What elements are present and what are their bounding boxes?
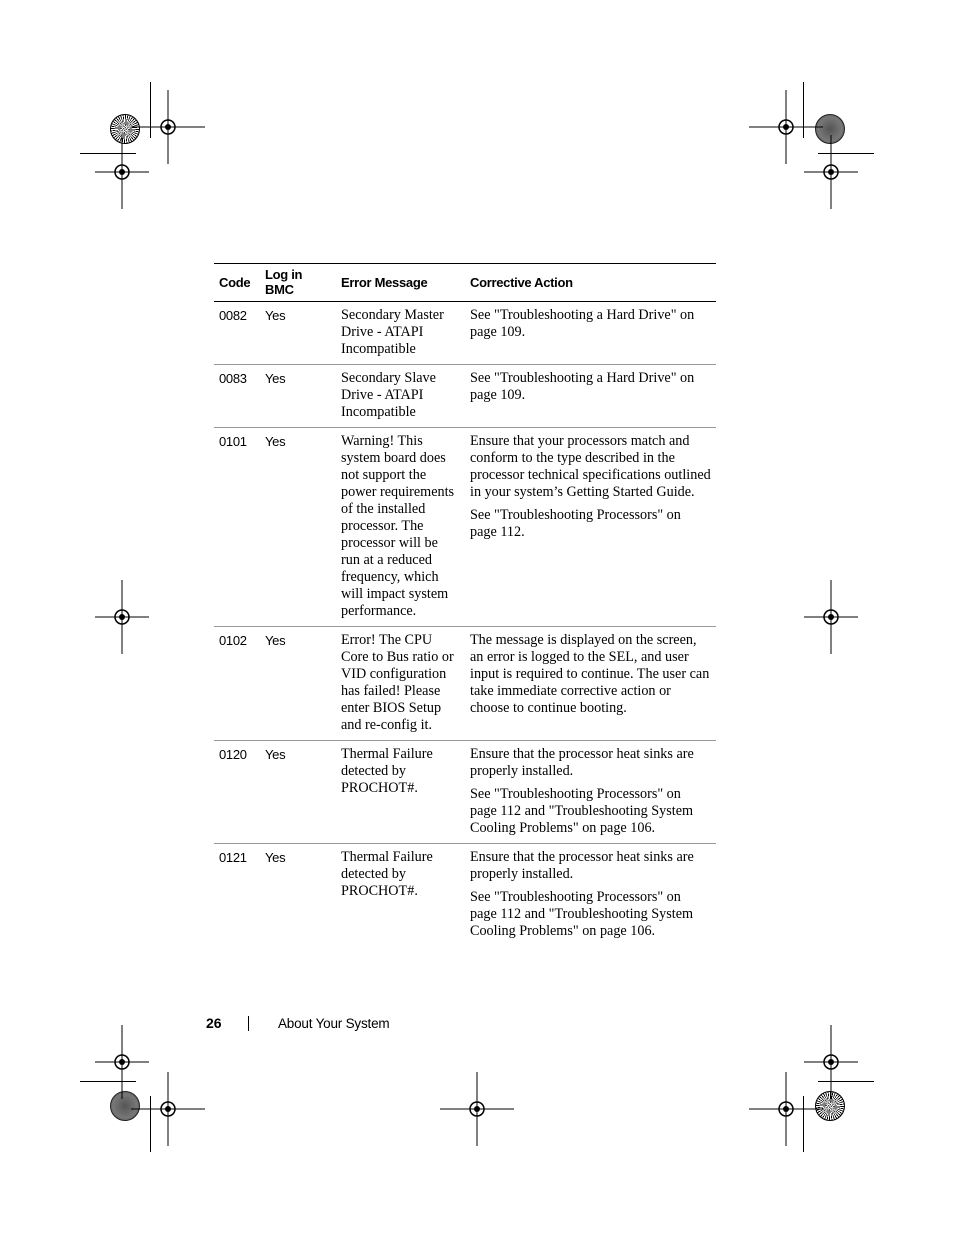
registration-wheel-icon: [815, 1091, 845, 1121]
table-row: [214, 741, 716, 844]
registration-wheel-icon: [815, 114, 845, 144]
cell-log-in-bmc: Yes: [265, 850, 286, 865]
action-paragraph: The message is displayed on the screen, an error is logged to the SEL, and user input is required to continue. The user can take immediate corrective action or choose to continue booting.: [470, 632, 710, 716]
page-number: 26: [206, 1015, 222, 1031]
action-paragraph: See "Troubleshooting a Hard Drive" on page 109.: [470, 307, 695, 340]
cell-corrective-action: [465, 428, 716, 627]
cell-log-in-bmc: Yes: [260, 627, 336, 741]
error-code-table: [214, 263, 716, 946]
cell-log-in-bmc: Yes: [260, 302, 336, 365]
cell-code: 0102: [214, 627, 260, 741]
table-header-row: [214, 264, 716, 302]
cell-code: 0121: [219, 850, 247, 865]
cell-corrective-action: [465, 627, 716, 741]
cell-error-message: Error! The CPU Core to Bus ratio or VID configuration has failed! Please enter BIOS Setup and re-config it.: [336, 627, 465, 741]
action-paragraph: Ensure that your processors match and conform to the type described in the processor technical specifications outlined in your system’s Getting Started Guide.: [470, 433, 711, 500]
cell-corrective-action: [465, 741, 716, 844]
cell-corrective-action: [465, 844, 716, 947]
registration-wheel-icon: [110, 1091, 140, 1121]
cell-log-in-bmc: Yes: [260, 741, 336, 844]
table-row: [214, 627, 716, 741]
column-header-error-message: Error Message: [336, 264, 465, 302]
cell-error-message: Thermal Failure detected by PROCHOT#.: [336, 741, 465, 844]
cell-error-message: Thermal Failure detected by PROCHOT#.: [341, 849, 433, 899]
action-paragraph: Ensure that the processor heat sinks are properly installed.: [470, 849, 694, 882]
table-row: [214, 844, 716, 947]
cell-log-in-bmc: Yes: [260, 428, 336, 627]
table-row: [214, 365, 716, 428]
column-header-log-in-bmc: Log in BMC: [260, 264, 336, 302]
cell-code: 0083: [214, 365, 260, 428]
cell-corrective-action: [465, 365, 716, 428]
action-paragraph: See "Troubleshooting a Hard Drive" on page 109.: [470, 370, 695, 403]
cell-error-message: Secondary Master Drive - ATAPI Incompatible: [336, 302, 465, 365]
cell-corrective-action: [465, 302, 716, 365]
action-paragraph: See "Troubleshooting Processors" on page 112.: [470, 507, 681, 540]
table-row: [214, 302, 716, 365]
cell-code: 0082: [214, 302, 260, 365]
footer-divider: [248, 1016, 249, 1031]
section-title: About Your System: [278, 1016, 390, 1031]
registration-wheel-icon: [110, 114, 140, 144]
cell-error-message: Secondary Slave Drive - ATAPI Incompatible: [336, 365, 465, 428]
action-paragraph: See "Troubleshooting Processors" on page 112 and "Troubleshooting System Cooling Problems" on page 106.: [470, 786, 694, 836]
table-row: [214, 428, 716, 627]
cell-log-in-bmc: Yes: [260, 365, 336, 428]
action-paragraph: Ensure that the processor heat sinks are properly installed.: [470, 746, 694, 779]
cell-error-message: Warning! This system board does not support the power requirements of the installed processor. The processor will be run at a reduced frequency, which will impact system performance.: [336, 428, 465, 627]
action-paragraph: See "Troubleshooting Processors" on page 112 and "Troubleshooting System Cooling Problems" on page 106.: [470, 889, 694, 939]
column-header-code: Code: [214, 264, 260, 302]
column-header-corrective-action: Corrective Action: [465, 264, 716, 302]
cell-code: 0120: [214, 741, 260, 844]
cell-code: 0101: [214, 428, 260, 627]
